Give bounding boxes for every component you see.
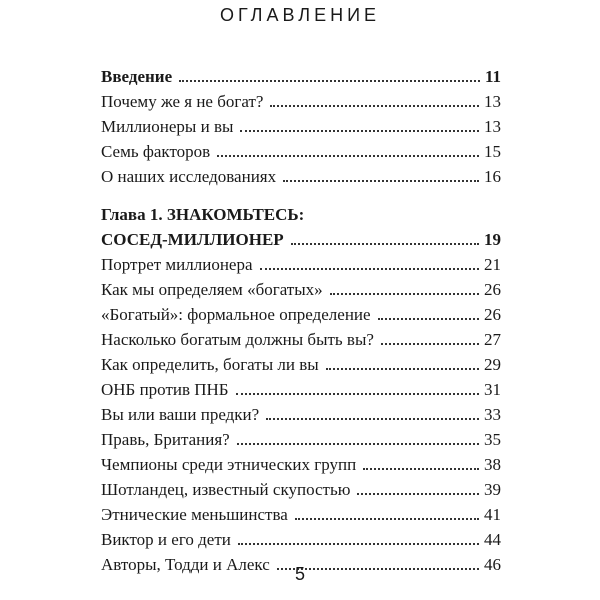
table-of-contents: [101, 62, 501, 575]
toc-entry-title: Вы или ваши предки?: [101, 405, 260, 424]
toc-entry-page: 19: [484, 230, 501, 249]
dot-leader: [330, 293, 479, 295]
toc-entry: [101, 137, 501, 162]
toc-entry-title: Шотландец, известный скупостью: [101, 480, 351, 499]
toc-entry-title: Семь факторов: [101, 142, 211, 161]
toc-entry-page: 26: [484, 280, 501, 299]
dot-leader: [217, 155, 479, 157]
toc-entry-page: 44: [484, 530, 501, 549]
dot-leader: [270, 105, 479, 107]
page-title: ОГЛАВЛЕНИЕ: [219, 5, 381, 25]
toc-entry: [101, 300, 501, 325]
dot-leader: [179, 80, 480, 82]
dot-leader: [260, 268, 479, 270]
toc-entry: [101, 475, 501, 500]
dot-leader: [283, 180, 479, 182]
toc-entry-page: 13: [484, 92, 501, 111]
toc-entry-page: 33: [484, 405, 501, 424]
toc-entry: [101, 350, 501, 375]
toc-entry-title: О наших исследованиях: [101, 167, 277, 186]
toc-entry-page: 21: [484, 255, 501, 274]
toc-entry: [101, 500, 501, 525]
toc-entry: [101, 400, 501, 425]
toc-entry-title: Портрет миллионера: [101, 255, 253, 274]
dot-leader: [237, 443, 479, 445]
toc-entry-page: 35: [484, 430, 501, 449]
toc-entry-page: 15: [484, 142, 501, 161]
toc-entry: [101, 162, 501, 187]
dot-leader: [240, 130, 479, 132]
toc-entry-title: Как определить, богаты ли вы: [101, 355, 319, 374]
toc-entry-page: 11: [484, 67, 501, 86]
dot-leader: [363, 468, 479, 470]
toc-chapter-heading: [101, 200, 501, 225]
toc-entry-page: 27: [484, 330, 501, 349]
toc-entry: [101, 525, 501, 550]
toc-entry-title: Введение: [101, 67, 173, 86]
toc-entry-title: «Богатый»: формальное определение: [101, 305, 371, 324]
dot-leader: [238, 543, 479, 545]
toc-heading-introduction: [101, 62, 501, 87]
toc-entry: [101, 87, 501, 112]
toc-entry-page: 26: [484, 305, 501, 324]
dot-leader: [381, 343, 479, 345]
toc-entry: [101, 425, 501, 450]
toc-entry-title: Как мы определяем «богатых»: [101, 280, 323, 299]
toc-entry-title: Почему же я не богат?: [101, 92, 264, 111]
toc-entry-page: 31: [484, 380, 501, 399]
toc-entry-title: Миллионеры и вы: [101, 117, 234, 136]
toc-entry-page: 46: [484, 555, 501, 574]
toc-entry-page: 16: [484, 167, 501, 186]
toc-entry-title: Авторы, Тодди и Алекс: [101, 555, 270, 574]
toc-entry-page: 39: [484, 480, 501, 499]
toc-entry-page: 38: [484, 455, 501, 474]
dot-leader: [357, 493, 479, 495]
toc-entry-page: 29: [484, 355, 501, 374]
toc-entry-title: Насколько богатым должны быть вы?: [101, 330, 374, 349]
dot-leader: [295, 518, 479, 520]
toc-entry: [101, 112, 501, 137]
toc-entry-title: СОСЕД-МИЛЛИОНЕР: [101, 230, 284, 249]
chapter-heading-line1: Глава 1. ЗНАКОМЬТЕСЬ:: [101, 205, 305, 224]
toc-entry: [101, 375, 501, 400]
toc-entry: [101, 275, 501, 300]
toc-chapter-heading-line2: [101, 225, 501, 250]
toc-entry-title: Виктор и его дети: [101, 530, 231, 549]
toc-entry-page: 13: [484, 117, 501, 136]
toc-entry-title: Чемпионы среди этнических групп: [101, 455, 357, 474]
toc-entry-page: 41: [484, 505, 501, 524]
toc-entry: [101, 450, 501, 475]
toc-entry-title: Правь, Британия?: [101, 430, 230, 449]
toc-entry: [101, 325, 501, 350]
page-number: 5: [294, 564, 305, 584]
dot-leader: [236, 393, 479, 395]
toc-entry-title: Этнические меньшинства: [101, 505, 288, 524]
dot-leader: [326, 368, 479, 370]
toc-entry-title: ОНБ против ПНБ: [101, 380, 229, 399]
dot-leader: [291, 243, 479, 245]
toc-entry: [101, 250, 501, 275]
dot-leader: [266, 418, 479, 420]
dot-leader: [378, 318, 479, 320]
